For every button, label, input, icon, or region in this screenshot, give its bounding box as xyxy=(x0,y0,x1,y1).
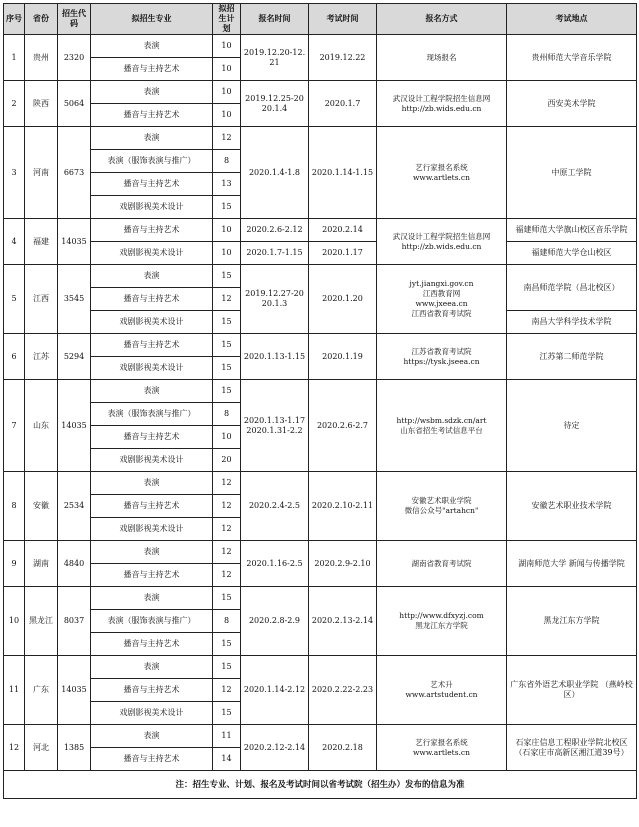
reg-method-line: 江西省教育考试院 xyxy=(411,309,472,318)
major-cell: 表演 xyxy=(91,35,213,58)
plan-cell: 15 xyxy=(213,311,241,334)
seq-cell: 6 xyxy=(4,334,25,380)
plan-cell: 15 xyxy=(213,633,241,656)
major-cell: 播音与主持艺术 xyxy=(91,334,213,357)
plan-cell: 15 xyxy=(213,587,241,610)
reg-method-cell xyxy=(377,81,507,127)
major-cell: 表演（服饰表演与推广） xyxy=(91,610,213,633)
table-row xyxy=(4,380,637,403)
major-cell: 戏剧影视美术设计 xyxy=(91,242,213,265)
reg-time-cell: 2020.1.13-1.17 2020.1.31-2.2 xyxy=(241,380,309,472)
seq-cell: 4 xyxy=(4,219,25,265)
reg-method-cell xyxy=(377,127,507,219)
major-cell: 播音与主持艺术 xyxy=(91,748,213,771)
header-seq: 序号 xyxy=(4,4,25,35)
reg-method-cell xyxy=(377,380,507,472)
reg-method-cell xyxy=(377,265,507,334)
reg-time-cell: 2020.1.14-2.12 xyxy=(241,656,309,725)
code-cell: 5064 xyxy=(58,81,91,127)
exam-place-cell: 南昌大学科学技术学院 xyxy=(507,311,637,334)
plan-cell: 8 xyxy=(213,610,241,633)
exam-place-cell: 安徽艺术职业技术学院 xyxy=(507,472,637,541)
major-cell: 戏剧影视美术设计 xyxy=(91,518,213,541)
plan-cell: 12 xyxy=(213,472,241,495)
table-row xyxy=(4,472,637,495)
exam-time-cell: 2020.1.14-1.15 xyxy=(309,127,377,219)
plan-cell: 10 xyxy=(213,81,241,104)
seq-cell: 2 xyxy=(4,81,25,127)
plan-cell: 12 xyxy=(213,127,241,150)
major-cell: 戏剧影视美术设计 xyxy=(91,702,213,725)
exam-time-cell: 2020.1.20 xyxy=(309,265,377,334)
reg-method-line: 微信公众号"artahcn" xyxy=(404,506,479,515)
reg-method-line: 湖南省教育考试院 xyxy=(411,558,472,568)
exam-place-cell: 江苏第二师范学院 xyxy=(507,334,637,380)
province-cell: 陕西 xyxy=(25,81,58,127)
province-cell: 安徽 xyxy=(25,472,58,541)
table-body xyxy=(4,35,637,771)
plan-cell: 12 xyxy=(213,518,241,541)
header-exam-time: 考试时间 xyxy=(309,4,377,35)
reg-method-line: 艺行家报名系统 xyxy=(415,162,468,172)
table-row xyxy=(4,265,637,288)
reg-time-cell: 2020.1.4-1.8 xyxy=(241,127,309,219)
exam-time-cell: 2020.2.22-2.23 xyxy=(309,656,377,725)
header-major: 拟招生专业 xyxy=(91,4,213,35)
reg-method-line: http://wsbm.sdzk.cn/art xyxy=(396,415,487,425)
reg-time-cell: 2019.12.20-12.21 xyxy=(241,35,309,81)
plan-cell: 12 xyxy=(213,679,241,702)
major-cell: 戏剧影视美术设计 xyxy=(91,311,213,334)
major-cell: 戏剧影视美术设计 xyxy=(91,196,213,219)
province-cell: 河北 xyxy=(25,725,58,771)
exam-place-cell: 石家庄信息工程职业学院北校区 （石家庄市高新区湘江道39号） xyxy=(507,725,637,771)
plan-cell: 15 xyxy=(213,702,241,725)
table-row xyxy=(4,81,637,104)
exam-place-cell: 中原工学院 xyxy=(507,127,637,219)
major-cell: 播音与主持艺术 xyxy=(91,564,213,587)
seq-cell: 12 xyxy=(4,725,25,771)
reg-method-cell xyxy=(377,334,507,380)
plan-cell: 15 xyxy=(213,357,241,380)
header-reg-time: 报名时间 xyxy=(241,4,309,35)
reg-method-cell xyxy=(377,472,507,541)
plan-cell: 14 xyxy=(213,748,241,771)
seq-cell: 5 xyxy=(4,265,25,334)
header-exam-place: 考试地点 xyxy=(507,4,637,35)
exam-place-cell: 待定 xyxy=(507,380,637,472)
plan-cell: 10 xyxy=(213,242,241,265)
plan-cell: 12 xyxy=(213,288,241,311)
admissions-table-container xyxy=(3,3,636,799)
code-cell: 5294 xyxy=(58,334,91,380)
reg-method-line: jyt.jiangxi.gov.cn xyxy=(409,279,474,288)
code-cell: 8037 xyxy=(58,587,91,656)
province-cell: 黑龙江 xyxy=(25,587,58,656)
code-cell: 1385 xyxy=(58,725,91,771)
reg-method-line: 武汉设计工程学院招生信息网 xyxy=(392,93,491,103)
seq-cell: 11 xyxy=(4,656,25,725)
major-cell: 播音与主持艺术 xyxy=(91,633,213,656)
reg-method-line: http://zb.wids.edu.cn xyxy=(401,241,482,251)
reg-method-line: http://www.dfxyzj.com xyxy=(399,611,484,620)
code-cell: 14035 xyxy=(58,656,91,725)
major-cell: 戏剧影视美术设计 xyxy=(91,357,213,380)
plan-cell: 10 xyxy=(213,426,241,449)
code-cell: 6673 xyxy=(58,127,91,219)
plan-cell: 10 xyxy=(213,219,241,242)
plan-cell: 15 xyxy=(213,265,241,288)
reg-method-cell xyxy=(377,219,507,265)
reg-time-cell: 2020.2.12-2.14 xyxy=(241,725,309,771)
plan-cell: 10 xyxy=(213,104,241,127)
header-reg-method: 报名方式 xyxy=(377,4,507,35)
reg-method-line: www.jxeea.cn xyxy=(415,299,468,308)
code-cell: 4840 xyxy=(58,541,91,587)
major-cell: 戏剧影视美术设计 xyxy=(91,449,213,472)
table-row xyxy=(4,219,637,242)
reg-method-line: 山东省招生考试信息平台 xyxy=(400,425,483,435)
note-row xyxy=(4,771,637,799)
major-cell: 播音与主持艺术 xyxy=(91,495,213,518)
seq-cell: 10 xyxy=(4,587,25,656)
major-cell: 表演 xyxy=(91,587,213,610)
plan-cell: 12 xyxy=(213,564,241,587)
major-cell: 表演（服饰表演与推广） xyxy=(91,403,213,426)
reg-time-cell: 2020.1.16-2.5 xyxy=(241,541,309,587)
reg-method-line: 江苏省教育考试院 xyxy=(411,346,472,356)
exam-time-cell: 2020.2.14 xyxy=(309,219,377,242)
major-cell: 表演 xyxy=(91,265,213,288)
reg-method-line: 黑龙江东方学院 xyxy=(415,621,468,630)
province-cell: 福建 xyxy=(25,219,58,265)
major-cell: 播音与主持艺术 xyxy=(91,288,213,311)
province-cell: 江苏 xyxy=(25,334,58,380)
plan-cell: 15 xyxy=(213,656,241,679)
code-cell: 2534 xyxy=(58,472,91,541)
major-cell: 表演 xyxy=(91,472,213,495)
reg-method-line: www.artlets.cn xyxy=(413,747,470,757)
header-row xyxy=(4,4,637,35)
reg-method-line: 江西教育网 xyxy=(422,289,461,298)
plan-cell: 11 xyxy=(213,725,241,748)
reg-method-cell xyxy=(377,656,507,725)
major-cell: 表演 xyxy=(91,380,213,403)
reg-method-line: 现场报名 xyxy=(426,52,457,62)
province-cell: 广东 xyxy=(25,656,58,725)
plan-cell: 10 xyxy=(213,58,241,81)
major-cell: 表演 xyxy=(91,725,213,748)
exam-time-cell: 2020.2.9-2.10 xyxy=(309,541,377,587)
table-row xyxy=(4,334,637,357)
table-row xyxy=(4,35,637,58)
major-cell: 表演 xyxy=(91,127,213,150)
major-cell: 表演（服饰表演与推广） xyxy=(91,150,213,173)
plan-cell: 8 xyxy=(213,150,241,173)
reg-method-line: 安徽艺术职业学院 xyxy=(411,496,472,505)
major-cell: 播音与主持艺术 xyxy=(91,58,213,81)
footnote: 注：招生专业、计划、报名及考试时间以省考试院（招生办）发布的信息为准 xyxy=(4,771,637,799)
exam-place-cell: 西安美术学院 xyxy=(507,81,637,127)
reg-method-line: https://tysk.jseea.cn xyxy=(403,356,480,366)
major-cell: 播音与主持艺术 xyxy=(91,104,213,127)
header-code: 招生代码 xyxy=(58,4,91,35)
major-cell: 播音与主持艺术 xyxy=(91,173,213,196)
exam-time-cell: 2020.2.10-2.11 xyxy=(309,472,377,541)
province-cell: 山东 xyxy=(25,380,58,472)
seq-cell: 8 xyxy=(4,472,25,541)
seq-cell: 3 xyxy=(4,127,25,219)
plan-cell: 15 xyxy=(213,334,241,357)
seq-cell: 9 xyxy=(4,541,25,587)
reg-method-line: 武汉设计工程学院招生信息网 xyxy=(392,231,491,241)
reg-method-line: 艺术升 xyxy=(430,680,453,689)
major-cell: 播音与主持艺术 xyxy=(91,426,213,449)
plan-cell: 10 xyxy=(213,35,241,58)
header-plan: 拟招生计划 xyxy=(213,4,241,35)
reg-method-line: http://zb.wids.edu.cn xyxy=(401,103,482,113)
reg-method-cell xyxy=(377,587,507,656)
exam-time-cell: 2020.1.17 xyxy=(309,242,377,265)
admissions-table xyxy=(3,3,637,799)
reg-method-cell xyxy=(377,35,507,81)
seq-cell: 7 xyxy=(4,380,25,472)
table-row xyxy=(4,587,637,610)
code-cell: 3545 xyxy=(58,265,91,334)
exam-time-cell: 2020.2.18 xyxy=(309,725,377,771)
reg-method-line: 艺行家报名系统 xyxy=(415,737,468,747)
province-cell: 江西 xyxy=(25,265,58,334)
reg-method-line: www.artlets.cn xyxy=(413,172,470,182)
reg-time-cell: 2019.12.27-2020.1.3 xyxy=(241,265,309,334)
plan-cell: 12 xyxy=(213,541,241,564)
plan-cell: 13 xyxy=(213,173,241,196)
reg-time-cell: 2020.1.7-1.15 xyxy=(241,242,309,265)
code-cell: 14035 xyxy=(58,219,91,265)
reg-method-cell xyxy=(377,725,507,771)
exam-place-cell: 南昌师范学院（昌北校区） xyxy=(507,265,637,311)
exam-place-cell: 福建师范大学仓山校区 xyxy=(507,242,637,265)
table-row xyxy=(4,541,637,564)
province-cell: 河南 xyxy=(25,127,58,219)
exam-time-cell: 2020.1.7 xyxy=(309,81,377,127)
exam-time-cell: 2020.1.19 xyxy=(309,334,377,380)
code-cell: 14035 xyxy=(58,380,91,472)
major-cell: 表演 xyxy=(91,541,213,564)
exam-time-cell: 2020.2.13-2.14 xyxy=(309,587,377,656)
reg-time-cell: 2020.1.13-1.15 xyxy=(241,334,309,380)
exam-place-cell: 贵州师范大学音乐学院 xyxy=(507,35,637,81)
exam-place-cell: 湖南师范大学 新闻与传播学院 xyxy=(507,541,637,587)
seq-cell: 1 xyxy=(4,35,25,81)
major-cell: 播音与主持艺术 xyxy=(91,679,213,702)
major-cell: 播音与主持艺术 xyxy=(91,219,213,242)
table-row xyxy=(4,656,637,679)
plan-cell: 12 xyxy=(213,495,241,518)
province-cell: 湖南 xyxy=(25,541,58,587)
table-row xyxy=(4,725,637,748)
exam-time-cell: 2020.2.6-2.7 xyxy=(309,380,377,472)
table-row xyxy=(4,242,637,265)
plan-cell: 20 xyxy=(213,449,241,472)
exam-place-cell: 福建师范大学旗山校区音乐学院 xyxy=(507,219,637,242)
reg-time-cell: 2020.2.4-2.5 xyxy=(241,472,309,541)
major-cell: 表演 xyxy=(91,81,213,104)
province-cell: 贵州 xyxy=(25,35,58,81)
reg-time-cell: 2020.2.8-2.9 xyxy=(241,587,309,656)
plan-cell: 15 xyxy=(213,196,241,219)
plan-cell: 15 xyxy=(213,380,241,403)
reg-method-cell xyxy=(377,541,507,587)
table-row xyxy=(4,127,637,150)
code-cell: 2320 xyxy=(58,35,91,81)
reg-method-line: www.artstudent.cn xyxy=(405,690,478,699)
plan-cell: 8 xyxy=(213,403,241,426)
header-province: 省份 xyxy=(25,4,58,35)
exam-time-cell: 2019.12.22 xyxy=(309,35,377,81)
exam-place-cell: 广东省外语艺术职业学院 （燕岭校区） xyxy=(507,656,637,725)
major-cell: 表演 xyxy=(91,656,213,679)
reg-time-cell: 2019.12.25-2020.1.4 xyxy=(241,81,309,127)
reg-time-cell: 2020.2.6-2.12 xyxy=(241,219,309,242)
exam-place-cell: 黑龙江东方学院 xyxy=(507,587,637,656)
